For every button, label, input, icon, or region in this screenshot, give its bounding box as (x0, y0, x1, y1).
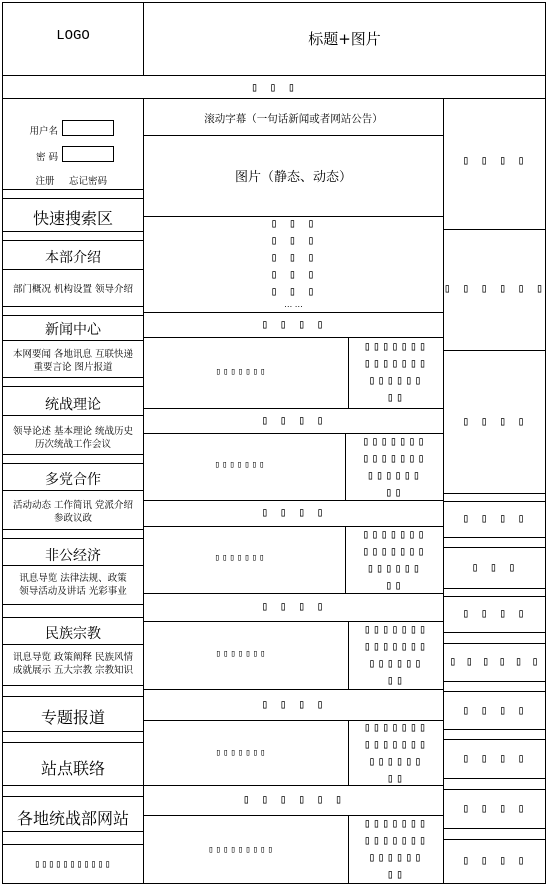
news-center-title: 新闻中心 (45, 322, 101, 338)
nav-bar-items: ▯ ▯ ▯ (250, 80, 298, 94)
image-label: 图片（静态、动态） (234, 170, 352, 185)
section-1-heading: ▯ ▯ ▯ ▯ (261, 317, 326, 331)
marquee-text: 滚动字幕（一句话新闻或者网站公告） (204, 113, 383, 125)
section-1-left[interactable]: ▯▯▯▯▯▯▯ (215, 367, 268, 377)
section-4-right[interactable]: ▯▯▯▯▯▯▯ ▯▯▯▯▯▯▯ ▯▯▯▯▯▯ ▯▯ (363, 622, 429, 687)
right-box-5-text: ▯ ▯ ▯ (471, 560, 518, 574)
right-box-6-text: ▯ ▯ ▯ ▯ (462, 606, 527, 620)
section-5-heading: ▯ ▯ ▯ ▯ (261, 697, 326, 711)
right-box-4-text: ▯ ▯ ▯ ▯ (462, 511, 527, 525)
non-public-links-1[interactable]: 讯息导览 法律法规、政策 (19, 573, 127, 584)
theory-links-2[interactable]: 历次统战工作会议 (34, 439, 111, 450)
special-report-title: 专题报道 (40, 708, 105, 727)
right-box-10-text: ▯ ▯ ▯ ▯ (462, 801, 527, 815)
section-4-heading: ▯ ▯ ▯ ▯ (261, 599, 326, 613)
sidebar-gap-10 (2, 831, 144, 845)
ethnic-links-1[interactable]: 讯息导览 政策阐释 民族风情 (12, 652, 134, 663)
password-field[interactable] (62, 146, 114, 162)
right-box-1-text: ▯ ▯ ▯ ▯ (462, 153, 527, 167)
multi-party-links-2[interactable]: 参政议政 (53, 513, 92, 524)
theory-links-1[interactable]: 领导论述 基本理论 统战历史 (12, 426, 134, 437)
dept-intro-title: 本部介绍 (45, 250, 101, 266)
section-5-left[interactable]: ▯▯▯▯▯▯▯ (215, 748, 268, 758)
right-box-7-text: ▯ ▯ ▯ ▯ ▯ ▯ (449, 654, 540, 668)
section-3-heading: ▯ ▯ ▯ ▯ (261, 505, 326, 519)
sidebar-gap-6 (2, 604, 144, 618)
block-list: ▯ ▯ ▯ ▯ ▯ ▯ ▯ ▯ ▯ ▯ ▯ ▯ ▯ ▯ ▯ (270, 216, 317, 298)
theory-title: 统战理论 (45, 397, 101, 413)
section-1-right[interactable]: ▯▯▯▯▯▯▯ ▯▯▯▯▯▯▯ ▯▯▯▯▯▯ ▯▯ (363, 339, 429, 404)
news-center-links-1[interactable]: 本网要闻 各地讯息 互联快递 (12, 349, 134, 360)
section-3-right[interactable]: ▯▯▯▯▯▯▯ ▯▯▯▯▯▯▯ ▯▯▯▯▯▯ ▯▯ (362, 527, 427, 592)
block-list-ellipsis: … … (284, 300, 303, 309)
username-label: 用户名 (29, 126, 58, 137)
sidebar-footer-row: ▯▯▯▯▯▯▯▯▯▯▯ (34, 859, 112, 870)
local-sites-title: 各地统战部网站 (16, 809, 129, 828)
quick-search-title: 快速搜索区 (32, 209, 113, 228)
register-link[interactable]: 注册 (35, 176, 55, 187)
right-box-11-text: ▯ ▯ ▯ ▯ (462, 853, 527, 867)
username-field[interactable] (62, 120, 114, 136)
multi-party-title: 多党合作 (45, 472, 101, 488)
dept-intro-links[interactable]: 部门概况 机构设置 领导介绍 (12, 284, 134, 295)
section-2-right[interactable]: ▯▯▯▯▯▯▯ ▯▯▯▯▯▯▯ ▯▯▯▯▯▯ ▯▯ (362, 434, 427, 499)
non-public-title: 非公经济 (45, 548, 101, 564)
password-label: 密 码 (35, 152, 58, 163)
logo: LOGO (56, 28, 90, 44)
header-title: 标题+图片 (308, 30, 381, 48)
section-2-heading: ▯ ▯ ▯ ▯ (261, 413, 326, 427)
section-4-left[interactable]: ▯▯▯▯▯▯▯ (215, 649, 268, 659)
section-5-right[interactable]: ▯▯▯▯▯▯▯ ▯▯▯▯▯▯▯ ▯▯▯▯▯▯ ▯▯ (363, 720, 429, 785)
section-2-left[interactable]: ▯▯▯▯▯▯▯ (214, 460, 267, 470)
news-center-links-2[interactable]: 重要言论 图片报道 (33, 362, 113, 373)
right-box-9-text: ▯ ▯ ▯ ▯ (462, 751, 527, 765)
section-6-right[interactable]: ▯▯▯▯▯▯▯ ▯▯▯▯▯▯▯ ▯▯▯▯▯▯ ▯▯ (363, 816, 429, 881)
ethnic-title: 民族宗教 (45, 626, 101, 642)
site-links-title: 站点联络 (40, 759, 105, 778)
non-public-links-2[interactable]: 领导活动及讲话 光彩事业 (19, 586, 127, 597)
section-6-left[interactable]: ▯▯▯▯▯▯▯▯▯ (208, 845, 275, 855)
right-box-8-text: ▯ ▯ ▯ ▯ (462, 703, 527, 717)
section-3-left[interactable]: ▯▯▯▯▯▯▯ (214, 553, 267, 563)
multi-party-links-1[interactable]: 活动动态 工作简讯 党派介绍 (12, 500, 134, 511)
forgot-password-link[interactable]: 忘记密码 (68, 176, 107, 187)
right-box-3-text: ▯ ▯ ▯ ▯ (462, 414, 527, 428)
right-box-2-text: ▯ ▯ ▯ ▯ ▯ ▯ (443, 281, 546, 295)
ethnic-links-2[interactable]: 成就展示 五大宗教 宗教知识 (12, 665, 134, 676)
section-6-heading: ▯ ▯ ▯ ▯ ▯ ▯ (242, 792, 345, 806)
